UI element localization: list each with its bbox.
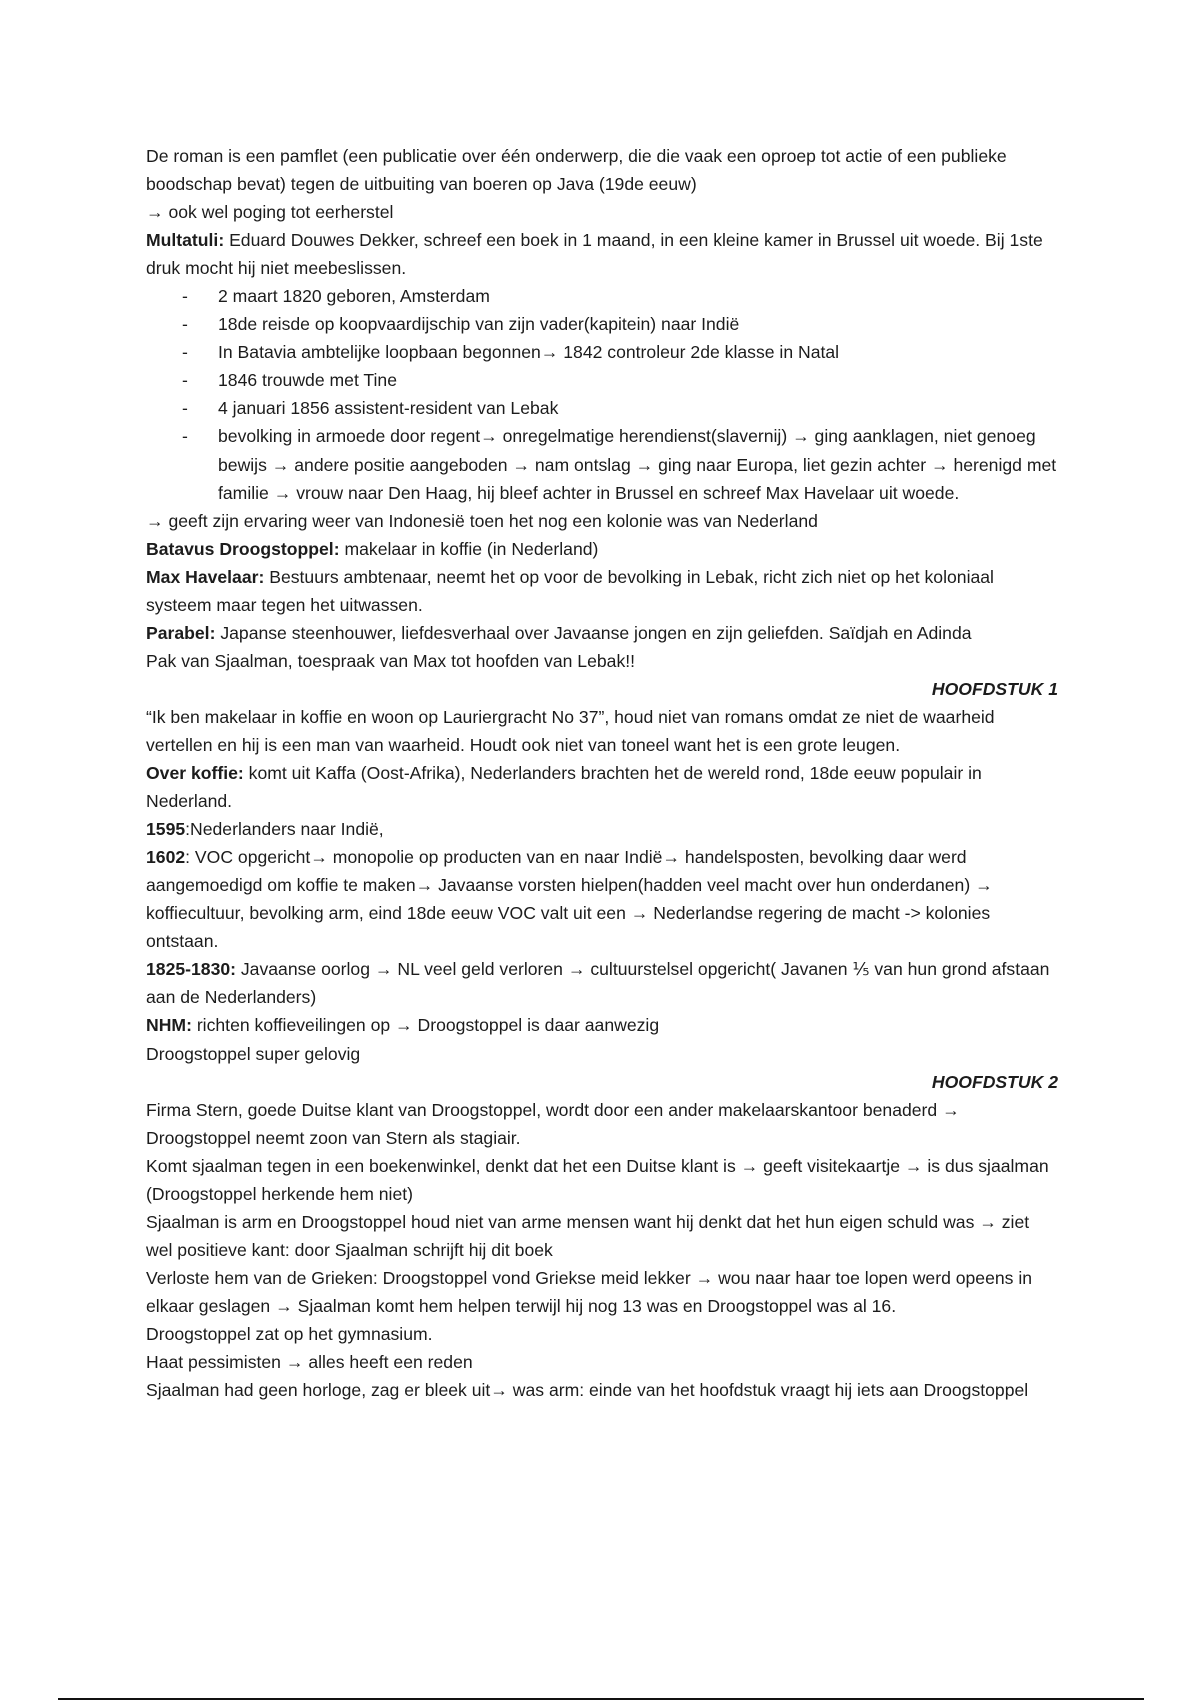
batavus-label: Batavus Droogstoppel: [146, 538, 340, 559]
chapter-2-paragraph: Sjaalman is arm en Droogstoppel houd niet van arme mensen want hij denkt dat het hun eigen schuld was → ziet wel positieve kant: door Sjaalman schrijft hij dit boek [146, 1211, 1030, 1260]
chapter-1-intro: “Ik ben makelaar in koffie en woon op Lauriergracht No 37”, houd niet van romans omdat ze niet de waarheid vertellen en hij is een man van waarheid. Houdt ook niet van toneel want het is een grote leugen. [146, 706, 995, 755]
list-item: - 1846 trouwde met Tine [218, 366, 1058, 394]
list-item: - In Batavia ambtelijke loopbaan begonnen→ 1842 controleur 2de klasse in Natal [218, 338, 1058, 366]
nhm-text: richten koffieveilingen op → Droogstoppel is daar aanwezig [191, 1015, 660, 1036]
list-item: - 2 maart 1820 geboren, Amsterdam [218, 282, 1058, 310]
year-1825-label: 1825-1830: [146, 959, 236, 980]
year-1595-text: :Nederlanders naar Indië, [185, 819, 384, 840]
koffie-paragraph [146, 759, 1058, 815]
list-item: - 18de reisde op koopvaardijschip van zijn vader(kapitein) naar Indië [218, 310, 1058, 338]
chapter-2-paragraph: Droogstoppel zat op het gymnasium. [146, 1323, 433, 1344]
year-1595-label: 1595 [146, 819, 186, 840]
biography-list [146, 282, 1058, 506]
batavus-paragraph [146, 535, 1058, 563]
sjaalman-note: Pak van Sjaalman, toespraak van Max tot hoofden van Lebak!! [146, 650, 636, 671]
chapter-1-heading: HOOFDSTUK 1 [931, 678, 1058, 699]
chapter-2-paragraph: Firma Stern, goede Duitse klant van Droogstoppel, wordt door een ander makelaarskantoor benaderd → Droogstoppel neemt zoon van Stern als stagiair. [146, 1099, 960, 1148]
year-1825-text: Javaanse oorlog → NL veel geld verloren → cultuurstelsel opgericht( Javanen ⅕ van hun grond afstaan aan de Nederlanders) [146, 959, 1050, 1008]
parabel-text: Japanse steenhouwer, liefdesverhaal over Javaanse jongen en zijn geliefden. Saïdjah en Adinda [215, 622, 972, 643]
multatuli-label: Multatuli: [146, 230, 225, 251]
parabel-paragraph [146, 619, 1058, 647]
chapter-2-paragraph: Sjaalman had geen horloge, zag er bleek uit→ was arm: einde van het hoofdstuk vraagt hij iets aan Droogstoppel [146, 1380, 1029, 1401]
chapter-1-closing: Droogstoppel super gelovig [146, 1043, 361, 1064]
document-body [146, 142, 1058, 1404]
multatuli-paragraph [146, 226, 1058, 282]
chapter-2-paragraph: Verloste hem van de Grieken: Droogstoppel vond Griekse meid lekker → wou naar haar toe lopen werd opeens in elkaar geslagen → Sjaalman komt hem helpen terwijl hij nog 13 was en Droogstoppel was al 16. [146, 1267, 1033, 1316]
list-item: - 4 januari 1856 assistent-resident van Lebak [218, 394, 1058, 422]
nhm-label: NHM: [146, 1015, 192, 1036]
koffie-label: Over koffie: [146, 763, 244, 784]
max-text: Bestuurs ambtenaar, neemt het op voor de bevolking in Lebak, richt zich niet op het koloniaal systeem maar tegen het uitwassen. [146, 566, 994, 615]
max-label: Max Havelaar: [146, 566, 265, 587]
nhm-paragraph [146, 1011, 1058, 1039]
koffie-text: komt uit Kaffa (Oost-Afrika), Nederlanders brachten het de wereld rond, 18de eeuw populair in Nederland. [146, 763, 982, 812]
year-1602-text: : VOC opgericht→ monopolie op producten van en naar Indië→ handelsposten, bevolking daar werd aangemoedigd om koffie te maken→ Javaanse vorsten hielpen(hadden veel macht over hun onderdanen) → koffiecultuur, bevolking arm, eind 18de eeuw VOC valt uit een → Nederlandse regering de macht -> kolonies ontstaan. [146, 847, 993, 952]
chapter-2-paragraph: Komt sjaalman tegen in een boekenwinkel, denkt dat het een Duitse klant is → geeft visitekaartje → is dus sjaalman (Droogstoppel herkende hem niet) [146, 1155, 1049, 1204]
max-paragraph [146, 563, 1058, 619]
experience-note: → geeft zijn ervaring weer van Indonesië toen het nog een kolonie was van Nederland [146, 510, 818, 531]
year-1602-paragraph [146, 843, 1058, 955]
batavus-text: makelaar in koffie (in Nederland) [339, 538, 599, 559]
intro-paragraph: De roman is een pamflet (een publicatie over één onderwerp, die die vaak een oproep tot actie of een publieke boodschap bevat) tegen de uitbuiting van boeren op Java (19de eeuw) [146, 146, 1007, 195]
chapter-2-paragraph: Haat pessimisten → alles heeft een reden [146, 1352, 473, 1373]
year-1602-label: 1602 [146, 847, 186, 868]
list-item: - bevolking in armoede door regent→ onregelmatige herendienst(slavernij) → ging aanklagen, niet genoeg bewijs → andere positie aangeboden → nam ontslag → ging naar Europa, liet gezin achter → herenigd met familie → vrouw naar Den Haag, hij bleef achter in Brussel en schreef Max Havelaar uit woede. [218, 422, 1058, 506]
multatuli-text: Eduard Douwes Dekker, schreef een boek in 1 maand, in een kleine kamer in Brussel uit woede. Bij 1ste druk mocht hij niet meebeslissen. [146, 230, 1043, 279]
year-1595-paragraph [146, 815, 1058, 843]
year-1825-paragraph [146, 955, 1058, 1011]
chapter-2-heading: HOOFDSTUK 2 [931, 1071, 1058, 1092]
intro-note: → ook wel poging tot eerherstel [146, 202, 394, 223]
parabel-label: Parabel: [146, 622, 216, 643]
